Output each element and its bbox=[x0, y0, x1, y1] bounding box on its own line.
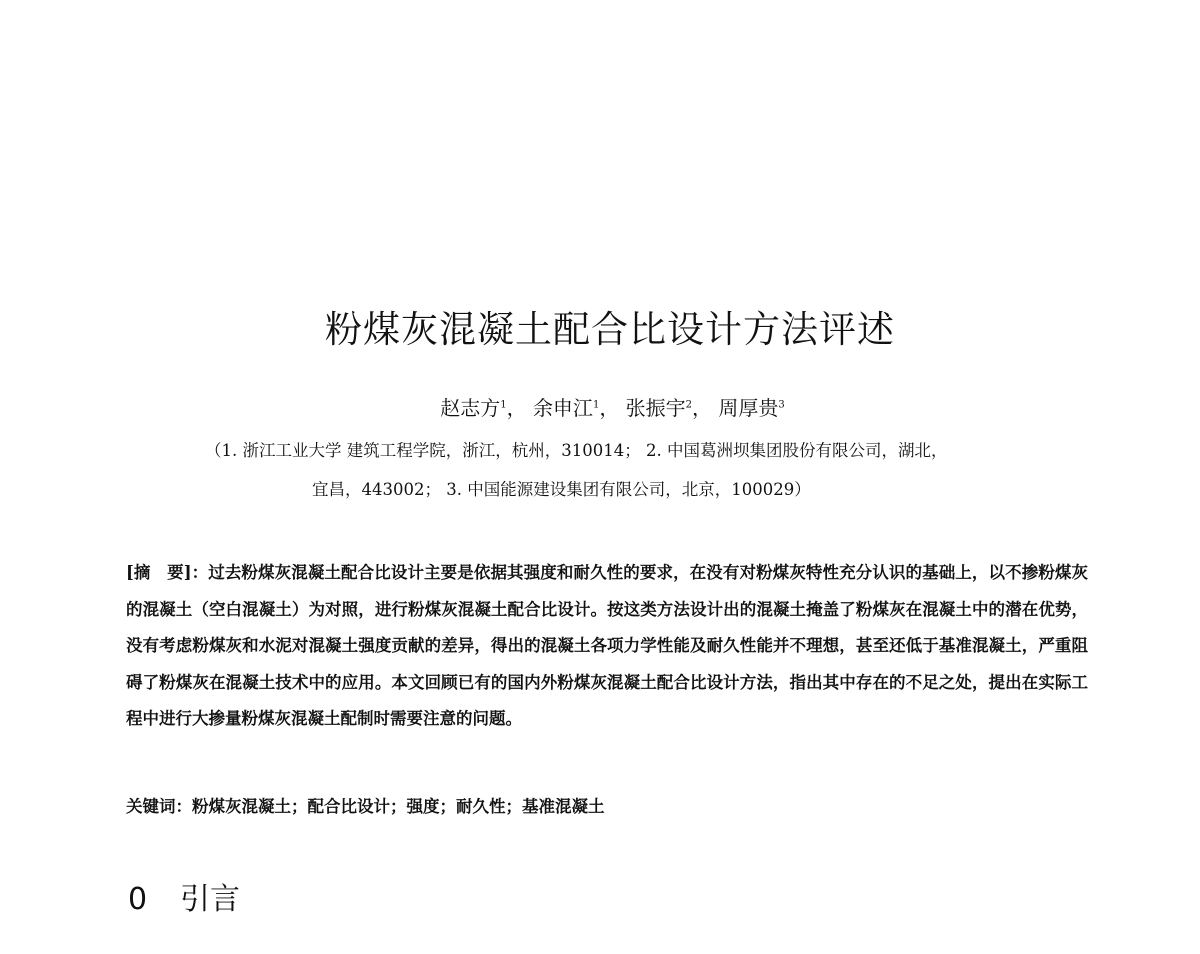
author-name: 余申江 bbox=[532, 396, 593, 420]
affiliation-line-2: 宜昌，443002； 3. 中国能源建设集团有限公司，北京，100029） bbox=[312, 480, 811, 499]
author-separator: ， bbox=[692, 396, 713, 420]
keywords-label: 关键词： bbox=[126, 797, 192, 816]
author-affil-mark: 1 bbox=[500, 399, 507, 411]
paper-title: 粉煤灰混凝土配合比设计方法评述 bbox=[325, 307, 895, 351]
keywords bbox=[126, 789, 1088, 825]
author-separator: ， bbox=[506, 396, 527, 420]
author-name: 周厚贵 bbox=[718, 396, 779, 420]
author-list bbox=[0, 394, 1200, 422]
keywords-text: 粉煤灰混凝土；配合比设计；强度；耐久性；基准混凝土 bbox=[192, 797, 605, 816]
author-affil-mark: 1 bbox=[592, 399, 600, 411]
author-affil-mark: 3 bbox=[778, 399, 785, 411]
section-title: 引言 bbox=[180, 882, 240, 917]
abstract-label: [摘 要]： bbox=[126, 563, 209, 582]
affiliation-line-1: （1. 浙江工业大学 建筑工程学院，浙江，杭州，310014； 2. 中国葛洲坝集团股份有限公司，湖北， bbox=[205, 441, 948, 460]
abstract-text: 过去粉煤灰混凝土配合比设计主要是依据其强度和耐久性的要求，在没有对粉煤灰特性充分认识的基础上，以不掺粉煤灰的混凝土（空白混凝土）为对照，进行粉煤灰混凝土配合比设计。按这类方法设计出的混凝土掩盖了粉煤灰在混凝土中的潜在优势，没有考虑粉煤灰和水泥对混凝土强度贡献的差异，得出的混凝土各项力学性能及耐久性能并不理想，甚至还低于基准混凝土，严重阻碍了粉煤灰在混凝土技术中的应用。本文回顾已有的国内外粉煤灰混凝土配合比设计方法，指出其中存在的不足之处，提出在实际工程中进行大掺量粉煤灰混凝土配制时需要注意的问题。 bbox=[126, 563, 1089, 728]
author-name: 赵志方 bbox=[440, 396, 501, 420]
author-name: 张振宇 bbox=[625, 396, 686, 420]
abstract bbox=[126, 555, 1088, 738]
author-affil-mark: 2 bbox=[685, 399, 693, 411]
section-number: 0 bbox=[128, 882, 148, 917]
section-heading bbox=[128, 880, 240, 920]
author-separator: ， bbox=[599, 396, 620, 420]
